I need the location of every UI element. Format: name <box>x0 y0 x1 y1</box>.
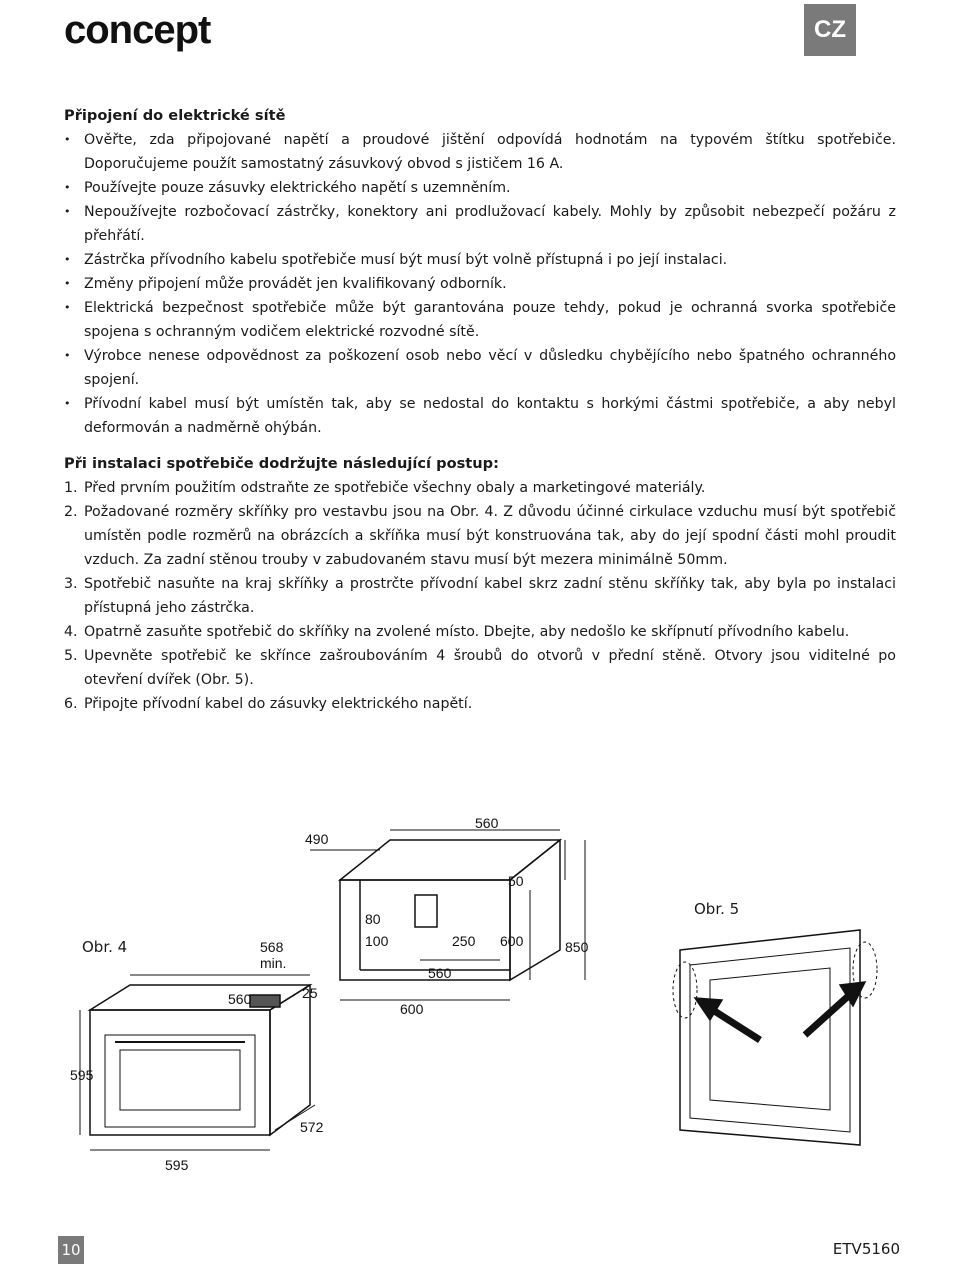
step-item: 6. Připojte přívodní kabel do zásuvky elektrického napětí. <box>64 696 473 712</box>
bullet-item: • Výrobce nenese odpovědnost za poškození osob nebo věcí v důsledku chybějícího nebo špatného ochranného spojení. <box>64 344 896 392</box>
svg-text:850: 850 <box>565 939 589 955</box>
installation-diagram <box>60 800 900 1200</box>
svg-text:600: 600 <box>500 933 524 949</box>
bullet-item: • Elektrická bezpečnost spotřebiče může být garantována pouze tehdy, pokud je ochranná svorka spotřebiče spojena s ochranným vodičem elektrické rozvodné sítě. <box>64 296 896 344</box>
svg-text:572: 572 <box>300 1119 324 1135</box>
svg-text:490: 490 <box>305 831 329 847</box>
model-number: ETV5160 <box>832 1240 900 1258</box>
svg-text:560: 560 <box>428 965 452 981</box>
step-item: 1. Před prvním použitím odstraňte ze spotřebiče všechny obaly a marketingové materiály. <box>64 480 706 496</box>
bullet-item: • Používejte pouze zásuvky elektrického napětí s uzemněním. <box>64 176 896 200</box>
svg-text:250: 250 <box>452 933 476 949</box>
step-item: 5. Upevněte spotřebič ke skřínce zašroubováním 4 šroubů do otvorů v přední stěně. Otvory jsou viditelné po otevření dvířek (Obr. 5). <box>64 648 896 688</box>
oven-front-drawing <box>673 930 877 1145</box>
svg-text:50: 50 <box>508 873 524 889</box>
figure-4-label: Obr. 4 <box>82 938 128 956</box>
svg-text:595: 595 <box>70 1067 94 1083</box>
electrical-bullet-list <box>64 128 896 440</box>
installation-figure <box>60 800 900 1200</box>
step-item: 2. Požadované rozměry skříňky pro vestavbu jsou na Obr. 4. Z důvodu účinné cirkulace vzduchu musí být spotřebič umístěn podle rozměrů na obrázcích a skříňka musí být konstruována tak, aby do její spodní části mohl proudit vzduch. Za zadní stěnou trouby v zabudovaném stavu musí být mezera minimálně 50mm. <box>64 504 896 568</box>
page-number: 10 <box>58 1236 84 1264</box>
oven-drawing <box>80 975 315 1150</box>
oven-dimensions <box>70 939 324 1173</box>
language-badge: CZ <box>804 4 856 56</box>
svg-text:595: 595 <box>165 1157 189 1173</box>
bullet-item: • Ověřte, zda připojované napětí a proudové jištění odpovídá hodnotám na typovém štítku spotřebiče. Doporučujeme použít samostatný zásuvkový obvod s jističem 16 A. <box>64 128 896 176</box>
brand-logo: concept <box>64 8 211 52</box>
step-item: 4. Opatrně zasuňte spotřebič do skříňky na zvolené místo. Dbejte, aby nedošlo ke skřípnutí přívodního kabelu. <box>64 624 850 640</box>
svg-text:560: 560 <box>228 991 252 1007</box>
figure-5-label: Obr. 5 <box>694 900 740 918</box>
svg-text:100: 100 <box>365 933 389 949</box>
svg-text:600: 600 <box>400 1001 424 1017</box>
svg-text:560: 560 <box>475 815 499 831</box>
svg-text:25: 25 <box>302 985 318 1001</box>
step-item: 3. Spotřebič nasuňte na kraj skříňky a prostrčte přívodní kabel skrz zadní stěnu skříňky tak, aby byla po instalaci přístupná jeho zástrčka. <box>64 576 896 616</box>
installation-step-list <box>64 476 896 716</box>
section-title-electrical: Připojení do elektrické sítě <box>64 107 286 124</box>
bullet-item: • Nepoužívejte rozbočovací zástrčky, konektory ani prodlužovací kabely. Mohly by způsobit nebezpečí požáru z přehřátí. <box>64 200 896 248</box>
bullet-item: • Zástrčka přívodního kabelu spotřebiče musí být musí být volně přístupná i po její instalaci. <box>64 248 896 272</box>
bullet-item: • Změny připojení může provádět jen kvalifikovaný odborník. <box>64 272 896 296</box>
bullet-item: • Přívodní kabel musí být umístěn tak, aby se nedostal do kontaktu s horkými částmi spotřebiče, a aby nebyl deformován a nadměrně ohýbán. <box>64 392 896 440</box>
svg-text:80: 80 <box>365 911 381 927</box>
section-title-installation: Při instalaci spotřebiče dodržujte následující postup: <box>64 455 499 472</box>
svg-text:568: 568 <box>260 939 284 955</box>
svg-text:min.: min. <box>260 955 287 971</box>
main-content <box>64 104 896 716</box>
